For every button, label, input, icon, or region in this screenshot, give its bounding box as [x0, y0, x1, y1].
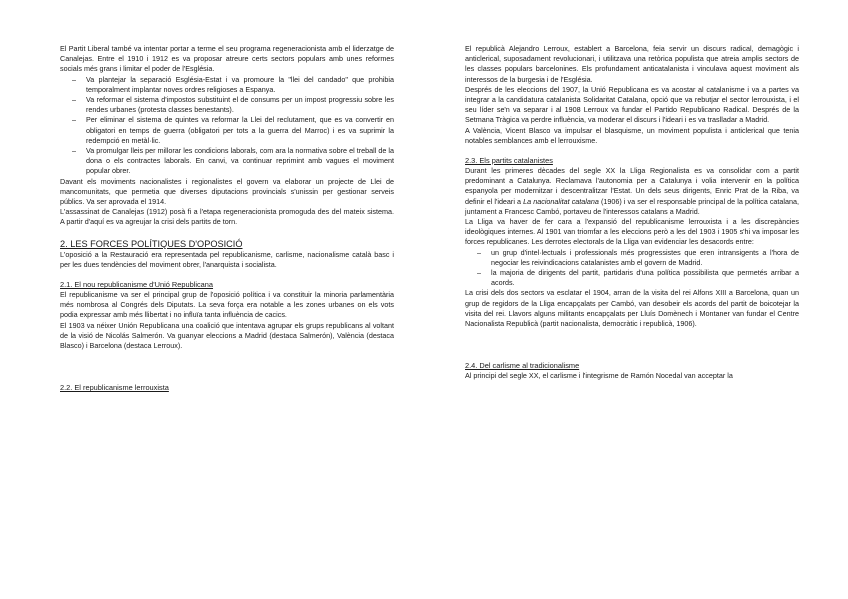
subsection-heading-nou-republicanisme: 2.1. El nou republicanisme d'Unió Republicana: [60, 280, 214, 290]
list-item: – Va reformar el sistema d'impostos substituint el de consums per un impost progressiu sobre les rendes urbanes (protesta classes benestants).: [86, 95, 394, 115]
subsection-heading-catalanistes: 2.3. Els partits catalanistes: [465, 156, 553, 166]
paragraph-canalejas-intro: El Partit Liberal també va intentar portar a terme el seu programa regeneracionista amb el liderzatge de Canalejas. Entre el 1910 i 1912 es va proposar atreure certs sectors populars amb unes reformes socials més grans i limitar el poder de l'Església.: [60, 44, 394, 74]
list-item: – Per eliminar el sistema de quintes va reformar la Llei del reclutament, que es va convertir en obligatori en temps de guerra (obligatori per tots a la guerra del Marroc) i es va suprimir la redempció en metàl·lic.: [86, 115, 394, 146]
paragraph-lliga-discrepancies: La Lliga va haver de fer cara a l'expansió del republicanisme lerrouxista i a les discrepàncies ideològiques internes. Al 1901 van triomfar a les eleccions però a les del 1903 i 1905 s'hi va imposar les forces republicanes. Les derrotes electorals de la Lliga van evidenciar les desacords entre:: [465, 217, 799, 247]
list-item: – Va promulgar lleis per millorar les condicions laborals, com ara la normativa sobre el treball de la dona o els contractes laborals. En canvi, va continuar reprimint amb vagues el moviment popular obrer.: [86, 146, 394, 177]
book-title: La nacionalitat catalana: [523, 196, 599, 206]
list-item: – un grup d'intel·lectuals i professionals més progressistes que eren intransigents a l'hora de negociar les reivindicacions catalanistes amb el govern de Madrid.: [491, 248, 799, 268]
paragraph-text: (1906) i va ser el responsable principal de la política catalana, juntament a Francesc Cambó, portaveu de l'interessos catalans a Madrid.: [465, 196, 799, 216]
paragraph-mancomunitats: Davant els moviments nacionalistes i regionalistes el govern va elaborar un projecte de Llei de mancomunitats, que permetia que diverses diputacions provincials s'unissin per gestionar serveis públics. Va ser aprovada el 1914.: [60, 176, 394, 207]
paragraph-union-republicana: El 1903 va néixer Unión Republicana una coalició que intentava agrupar els grups republicans al voltant de la visió de Nicolás Salmerón. Va guanyar eleccions a Madrid (destaca Salmerón), València (destaca Blasco) i Barcelona (destaca Lerroux).: [60, 320, 394, 351]
list-item: – la majoria de dirigents del partit, partidaris d'una política possibilista que permetés arribar a acords.: [491, 268, 799, 288]
paragraph-blasquisme: A València, Vicent Blasco va impulsar el blasquisme, un moviment populista i anticlerical que tenia notables semblances amb el lerrouxisme.: [465, 125, 799, 145]
list-item: – Va plantejar la separació Església-Estat i va promoure la "llei del candado" que prohibia temporalment implantar noves ordres religioses a Espanya.: [86, 75, 394, 95]
section-heading-oposicio: 2. LES FORCES POLÍTIQUES D'OPOSICIÓ: [60, 238, 243, 249]
subsection-heading-carlisme: 2.4. Del carlisme al tradicionalisme: [465, 361, 580, 371]
paragraph-partido-radical: Després de les eleccions del 1907, la Unió Republicana es va acostar al catalanisme i va a partes va integrar a la candidatura catalanista Solidaritat Catalana, opció que va rebutjar el sector lerrouxista, i el seu líder se'n va separar i al 1908 Lerroux va fundar el Partido Republicano Radical. Després de la Setmana Tràgica va perdre influència, va moderar el discurs i l'ideari i es va traslladar a Madrid.: [465, 84, 799, 125]
canalejas-reforms-list: [60, 75, 394, 177]
right-column: [465, 44, 799, 381]
paragraph-republicanisme: El republicanisme va ser el principal grup de l'oposició política i va constituir la minoria parlamentària més nombrosa al Congrés dels Diputats. La seva força era notable a les zones urbanes on els vots podia expressar amb més llibertat i no influïa tanta influència de cacics.: [60, 290, 394, 320]
left-column: [60, 44, 394, 393]
paragraph-crisi-1904: La crisi dels dos sectors va esclatar el 1904, arran de la visita del rei Alfons XIII a Barcelona, quan un grup de regidors de la Lliga encapçalats per Cambó, van desobeir els acords del partit de boicotejar la visita del rei. Llavors alguns militants encapçalats per Lluís Domènech i Montaner van fundar el Centre Nacionalista Republicà (partit nacionalista, democràtic i republicà, 1906).: [465, 288, 799, 329]
lliga-factions-list: [465, 248, 799, 289]
paragraph-lliga-regionalista: [465, 166, 799, 217]
paragraph-oposicio-intro: L'oposició a la Restauració era representada pel republicanisme, carlisme, nacionalisme català basc i per les dues tendències del moviment obrer, l'anarquista i socialista.: [60, 249, 394, 269]
subsection-heading-lerrouxista: 2.2. El republicanisme lerrouxista: [60, 383, 169, 393]
paragraph-carlisme: Al principi del segle XX, el carlisme i l'integrisme de Ramón Nocedal van acceptar la: [465, 371, 733, 381]
paragraph-text: Durant les primeres dècades del segle XX la Lliga Regionalista es va consolidar com a partit predominant a Catalunya. Reclamava l'autonomia per a Catalunya i volia intervenir en la política espanyola per modernitzar i descentralitzar l'Estat. Un dels seus dirigents, Enric Prat de la Riba, va definir el l'ideari a: [465, 166, 799, 206]
paragraph-lerroux: El republicà Alejandro Lerroux, establert a Barcelona, feia servir un discurs radical, demagògic i anticlerical, suposadament revolucionari, i utilitzava una retòrica populista que atreia amplis sectors de les classes populars barcelonines. Els profundament anticatalanista i vinculava aquest moviment als interessos de la burgesia i de l'Església.: [465, 44, 799, 84]
paragraph-assassinat-canalejas: L'assassinat de Canalejas (1912) posà fi a l'etapa regeneracionista promoguda des del mateix sistema. A partir d'aquí es va agreujar la crisi dels partits de torn.: [60, 207, 394, 227]
